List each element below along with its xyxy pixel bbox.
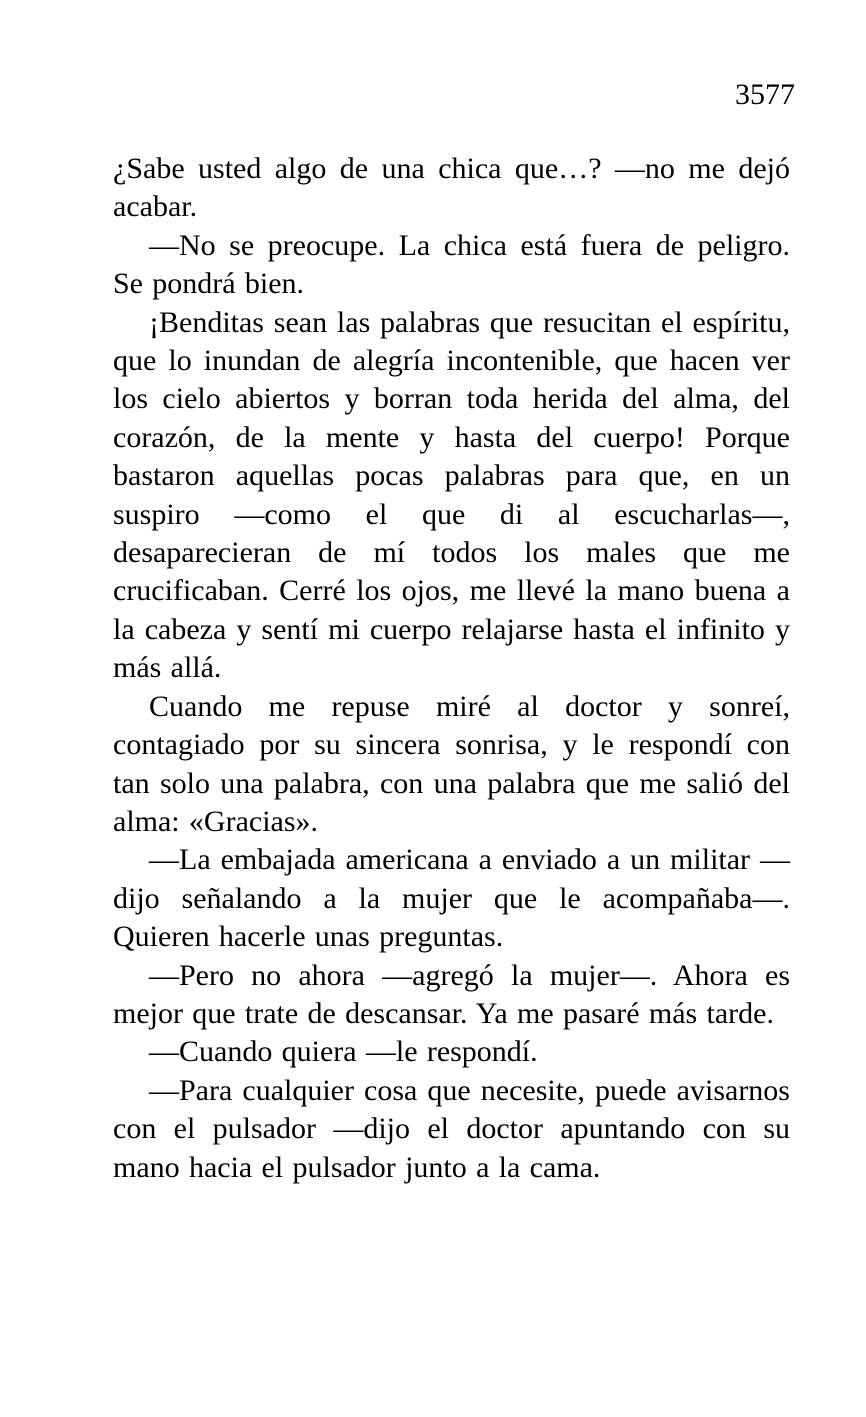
paragraph: —Para cualquier cosa que necesite, puede avisarnos con el pulsador —dijo el doctor apuntando con su mano hacia el pulsador junto a la cama. — [113, 1073, 790, 1184]
paragraph: Cuando me repuse miré al doctor y sonreí, contagiado por su sincera sonrisa, y le respondí con tan solo una palabra, con una palabra que me salió del alma: «Gracias». — [113, 689, 790, 838]
body-text — [113, 150, 790, 1187]
paragraph: —Cuando quiera —le respondí. — [149, 1035, 538, 1069]
page-number: 3577 — [735, 78, 795, 111]
paragraph: —Pero no ahora —agregó la mujer—. Ahora es mejor que trate de descansar. Ya me pasaré más tarde. — [113, 958, 790, 1030]
paragraph: —La embajada americana a enviado a un militar —dijo señalando a la mujer que le acompañaba—. Quieren hacerle unas preguntas. — [113, 843, 790, 954]
paragraph: ¡Benditas sean las palabras que resucitan el espíritu, que lo inundan de alegría incontenible, que hacen ver los cielo abiertos y borran toda herida del alma, del corazón, de la mente y hasta del cuerpo! Porque bastaron aquellas pocas palabras para que, en un suspiro —como el que di al escucharlas—, desaparecieran de mí todos los males que me crucificaban. Cerré los ojos, me llevé la mano buena a la cabeza y sentí mi cuerpo relajarse hasta el infinito y más allá. — [113, 305, 790, 685]
paragraph: ¿Sabe usted algo de una chica que…? —no me dejó acabar. — [113, 152, 790, 224]
paragraph: —No se preocupe. La chica está fuera de peligro. Se pondrá bien. — [113, 228, 790, 301]
